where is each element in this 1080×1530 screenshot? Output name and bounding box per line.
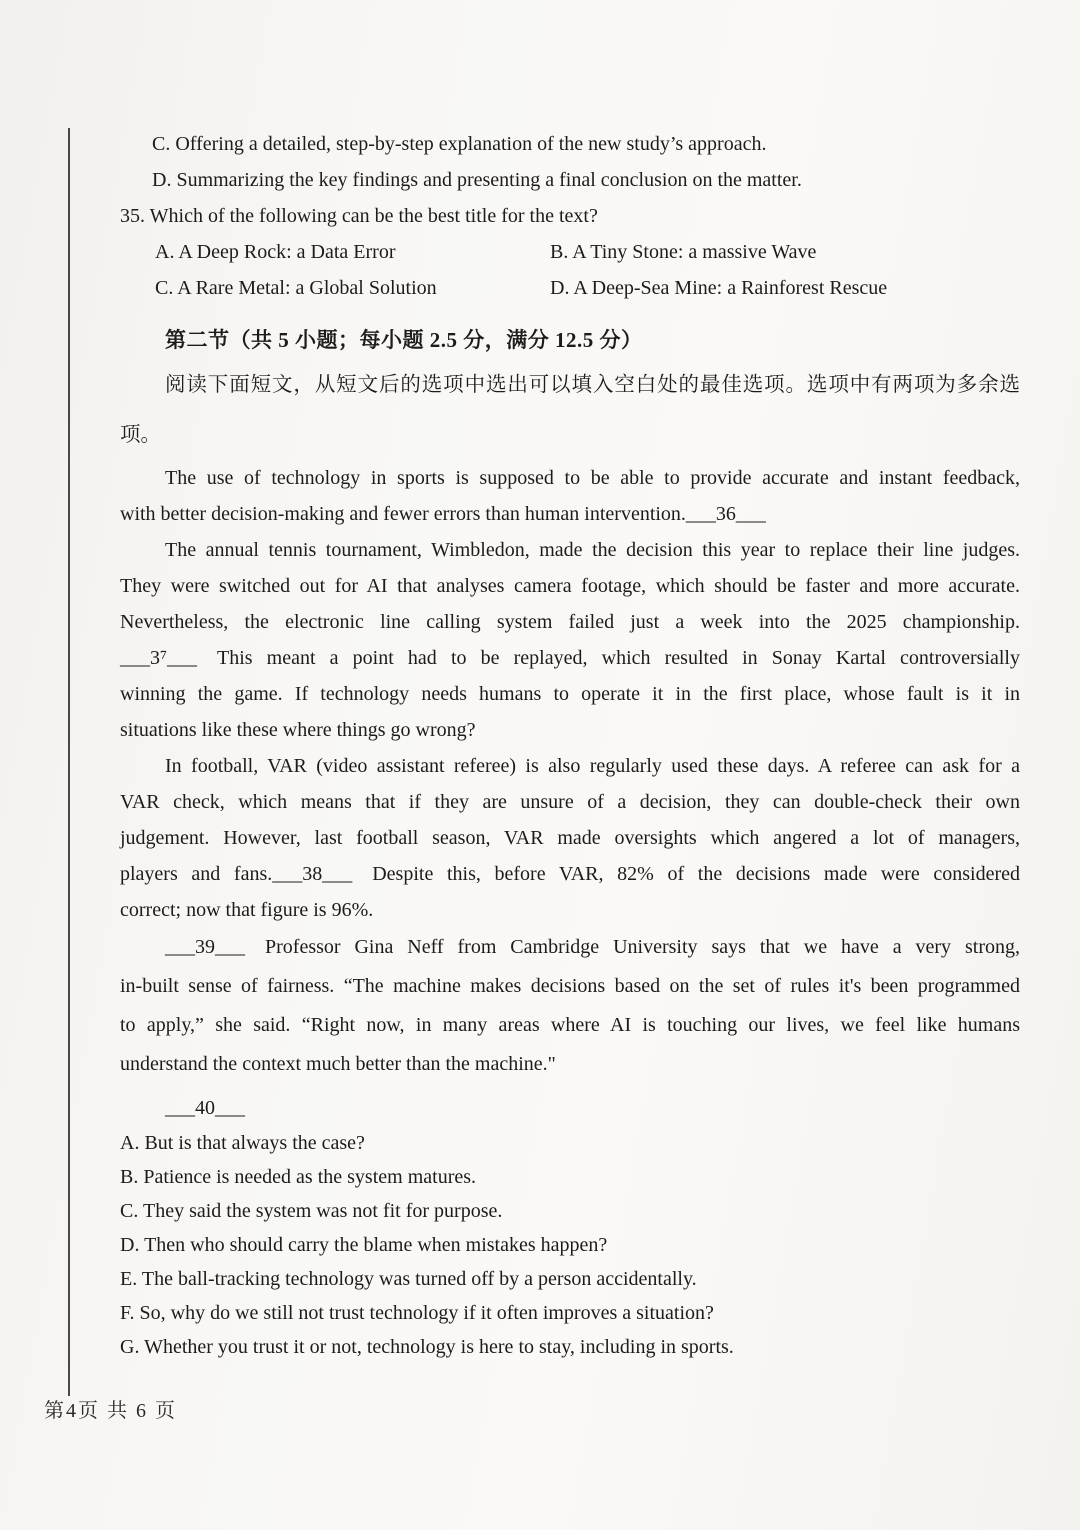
text-line: In football, VAR (video assistant referee) is also regularly used these days. A referee can ask for a	[165, 755, 1020, 777]
text-line: The use of technology in sports is supposed to be able to provide accurate and instant feedback,	[165, 467, 1020, 489]
text-line: 项。	[120, 424, 161, 446]
text-line: The annual tennis tournament, Wimbledon, made the decision this year to replace their line judges.	[165, 539, 1020, 561]
text-line: ___39___ Professor Gina Neff from Cambridge University says that we have a very strong,	[165, 936, 1020, 958]
q34-option-c: C. Offering a detailed, step-by-step explanation of the new study’s approach.	[152, 133, 767, 155]
text-line: to apply,” she said. “Right now, in many areas where AI is touching our lives, we feel like humans	[120, 1014, 1020, 1036]
left-margin-rule	[68, 128, 70, 1396]
q35-option-a: A. A Deep Rock: a Data Error	[155, 241, 396, 263]
q35-stem: 35. Which of the following can be the best title for the text?	[120, 205, 598, 227]
q35-options-row-2	[120, 270, 1020, 306]
text-line: VAR check, which means that if they are unsure of a decision, they can double-check their own	[120, 791, 1020, 813]
text-line: Nevertheless, the electronic line calling system failed just a week into the 2025 championship.	[120, 611, 1020, 633]
q34-option-d: D. Summarizing the key findings and presenting a final conclusion on the matter.	[152, 169, 802, 191]
gap-option: G. Whether you trust it or not, technology is here to stay, including in sports.	[120, 1336, 734, 1358]
section-two-instructions	[120, 360, 1020, 460]
text-line: ___40___	[165, 1097, 245, 1119]
gap-options-list	[120, 1126, 1020, 1364]
section-two-heading: 第二节（共 5 小题；每小题 2.5 分，满分 12.5 分）	[165, 328, 643, 352]
gap-option: F. So, why do we still not trust technology if it often improves a situation?	[120, 1302, 714, 1324]
passage-paragraph-4	[120, 928, 1020, 1084]
passage-paragraph-1	[120, 460, 1020, 532]
passage-paragraph-2	[120, 532, 1020, 748]
page-content	[120, 126, 1020, 1364]
q35-option-c: C. A Rare Metal: a Global Solution	[155, 277, 437, 299]
text-line: players and fans.___38___ Despite this, before VAR, 82% of the decisions made were considered	[120, 863, 1020, 885]
q35-option-d: D. A Deep-Sea Mine: a Rainforest Rescue	[550, 277, 888, 299]
passage-blank-40	[120, 1090, 1020, 1126]
text-line: in-built sense of fairness. “The machine makes decisions based on the set of rules it's been programmed	[120, 975, 1020, 997]
text-line: with better decision-making and fewer errors than human intervention.___36___	[120, 503, 766, 525]
gap-option: E. The ball-tracking technology was turned off by a person accidentally.	[120, 1268, 697, 1290]
text-line: winning the game. If technology needs humans to operate it in the first place, whose fault is it in	[120, 683, 1020, 705]
text-line: situations like these where things go wrong?	[120, 719, 476, 741]
text-line: 阅读下面短文，从短文后的选项中选出可以填入空白处的最佳选项。选项中有两项为多余选	[165, 374, 1020, 396]
passage-paragraph-3	[120, 748, 1020, 928]
text-line: correct; now that figure is 96%.	[120, 899, 374, 921]
text-line: understand the context much better than the machine."	[120, 1053, 556, 1075]
q35-options-row-1	[120, 234, 1020, 270]
gap-option: C. They said the system was not fit for purpose.	[120, 1200, 503, 1222]
text-line: They were switched out for AI that analyses camera footage, which should be faster and more accurate.	[120, 575, 1020, 597]
text-line: judgement. However, last football season, VAR made oversights which angered a lot of managers,	[120, 827, 1020, 849]
gap-option: A. But is that always the case?	[120, 1132, 365, 1154]
gap-option: B. Patience is needed as the system matures.	[120, 1166, 477, 1188]
page-footer: 第4页 共 6 页	[44, 1400, 177, 1422]
text-line: ___3⁷___ This meant a point had to be replayed, which resulted in Sonay Kartal controversially	[120, 647, 1020, 669]
q35-option-b: B. A Tiny Stone: a massive Wave	[550, 241, 817, 263]
gap-option: D. Then who should carry the blame when mistakes happen?	[120, 1234, 608, 1256]
